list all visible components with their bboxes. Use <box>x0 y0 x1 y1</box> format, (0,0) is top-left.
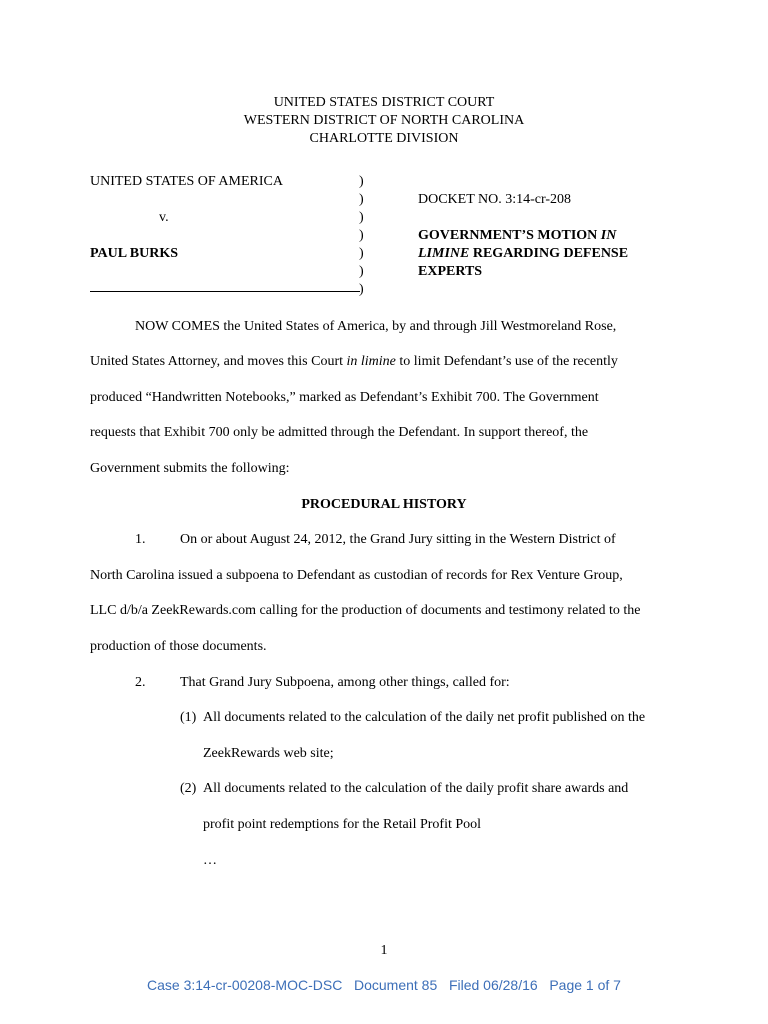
body-line: United States Attorney, and moves this Court in limine to limit Defendant’s use of the recently <box>90 354 618 369</box>
body-line: LLC d/b/a ZeekRewards.com calling for the production of documents and testimony related to the <box>90 603 641 618</box>
court-division: CHARLOTTE DIVISION <box>309 131 459 146</box>
versus-label: v. <box>159 210 169 225</box>
court-district: WESTERN DISTRICT OF NORTH CAROLINA <box>243 113 525 128</box>
caption-paren: ) <box>359 174 364 189</box>
body-line: All documents related to the calculation of the daily net profit published on the <box>203 710 646 725</box>
caption-paren: ) <box>359 264 364 279</box>
case-number: Case 3:14-cr-00208-MOC-DSC <box>147 977 343 993</box>
filed-date: Filed 06/28/16 <box>448 977 538 993</box>
item-number: 2. <box>135 675 146 690</box>
section-heading: PROCEDURAL HISTORY <box>301 497 467 512</box>
court-name: UNITED STATES DISTRICT COURT <box>273 95 495 110</box>
body-line: produced “Handwritten Notebooks,” marked as Defendant’s Exhibit 700. The Government <box>90 390 599 405</box>
page-count: Page 1 of 7 <box>549 977 621 993</box>
motion-title-line1: GOVERNMENT’S MOTION IN <box>418 228 617 243</box>
filing-stamp <box>0 977 768 993</box>
item-number: 1. <box>135 532 146 547</box>
body-line: profit point redemptions for the Retail Profit Pool <box>203 817 482 832</box>
motion-title-line3: EXPERTS <box>418 264 483 279</box>
subitem-number: (1) <box>180 710 197 725</box>
page-number: 1 <box>380 943 388 958</box>
body-line: requests that Exhibit 700 only be admitted through the Defendant. In support thereof, the <box>90 425 589 440</box>
caption-rule <box>90 291 360 292</box>
defendant-name: PAUL BURKS <box>90 246 179 261</box>
body-line: That Grand Jury Subpoena, among other things, called for: <box>180 675 510 690</box>
body-line: All documents related to the calculation of the daily profit share awards and <box>203 781 629 796</box>
caption-paren: ) <box>359 246 364 261</box>
body-line: Government submits the following: <box>90 461 290 476</box>
document-number: Document 85 <box>353 977 438 993</box>
body-line: ZeekRewards web site; <box>203 746 334 761</box>
docket-number: DOCKET NO. 3:14-cr-208 <box>418 192 572 207</box>
caption-paren: ) <box>359 192 364 207</box>
caption-paren: ) <box>359 228 364 243</box>
caption-paren: ) <box>359 210 364 225</box>
body-line: North Carolina issued a subpoena to Defendant as custodian of records for Rex Venture Group, <box>90 568 623 583</box>
body-line: NOW COMES the United States of America, by and through Jill Westmoreland Rose, <box>135 319 617 334</box>
body-line: production of those documents. <box>90 639 267 654</box>
plaintiff-name: UNITED STATES OF AMERICA <box>90 174 283 189</box>
body-line: On or about August 24, 2012, the Grand Jury sitting in the Western District of <box>180 532 616 547</box>
caption-paren: ) <box>359 282 364 297</box>
motion-title-line2: LIMINE REGARDING DEFENSE <box>418 246 629 261</box>
subitem-number: (2) <box>180 781 197 796</box>
ellipsis: … <box>203 853 217 868</box>
